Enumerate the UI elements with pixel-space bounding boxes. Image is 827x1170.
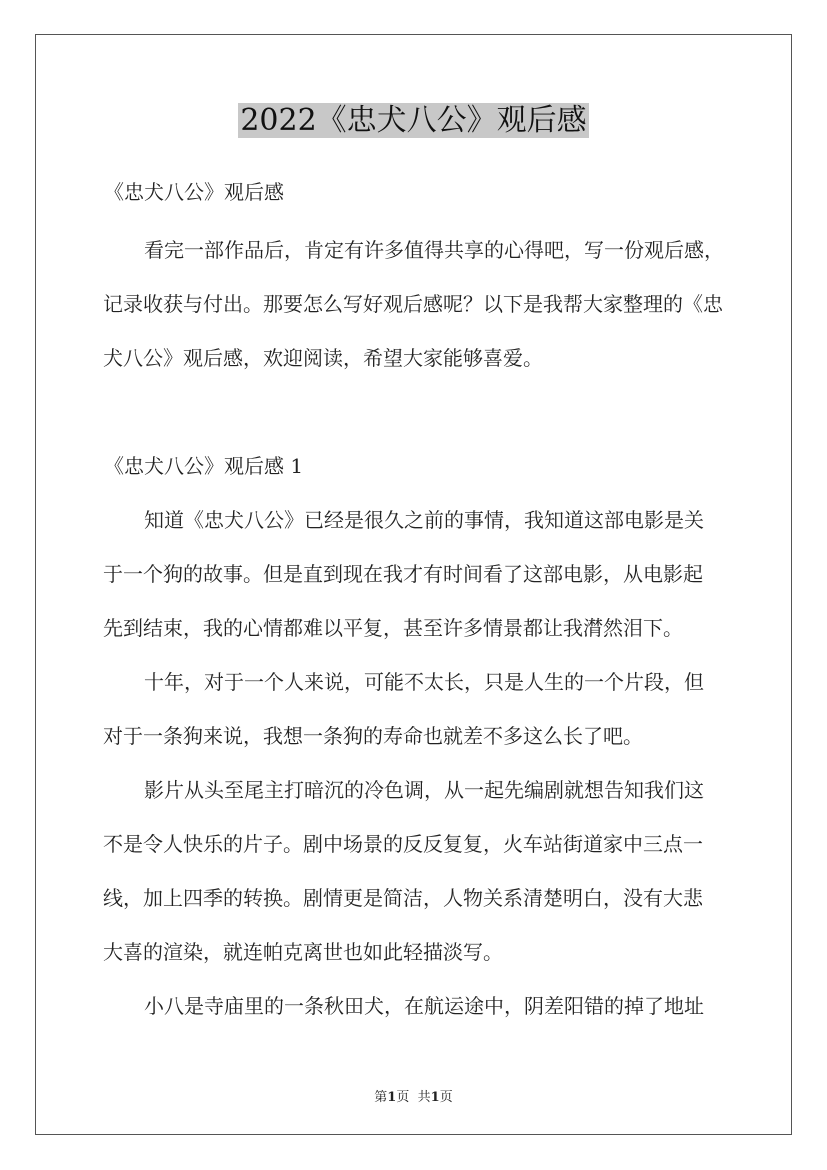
section-heading: 《忠犬八公》观后感 1: [104, 454, 304, 478]
document-title: 2022《忠犬八公》观后感: [240, 103, 587, 138]
footer-page-current: 1: [387, 1090, 397, 1105]
body-line-4: 十年，对于一个人来说，可能不太长，只是人生的一个片段，但: [144, 670, 704, 694]
body-line-9: 大喜的渲染，就连帕克离世也如此轻描淡写。: [103, 940, 503, 964]
footer-total-label: 页: [439, 1090, 453, 1105]
intro-line-2: 记录收获与付出。那要怎么写好观后感呢？以下是我帮大家整理的《忠: [103, 292, 723, 316]
body-line-2: 于一个狗的故事。但是直到现在我才有时间看了这部电影，从电影起: [103, 562, 703, 586]
document-title-wrap: [0, 100, 827, 142]
body-line-1: 知道《忠犬八公》已经是很久之前的事情，我知道这部电影是关: [144, 508, 704, 532]
body-line-7: 不是令人快乐的片子。剧中场景的反反复复，火车站街道家中三点一: [103, 832, 703, 856]
footer-page-label: 页: [396, 1090, 410, 1105]
intro-line-1: 看完一部作品后，肯定有许多值得共享的心得吧，写一份观后感，: [144, 238, 724, 262]
document-subtitle: 《忠犬八公》观后感: [104, 180, 284, 204]
page-footer: [0, 1086, 827, 1105]
body-line-3: 先到结束，我的心情都难以平复，甚至许多情景都让我潸然泪下。: [103, 616, 683, 640]
footer-page-prefix: 第: [374, 1090, 388, 1105]
intro-line-3: 犬八公》观后感，欢迎阅读，希望大家能够喜爱。: [103, 346, 543, 370]
body-line-6: 影片从头至尾主打暗沉的冷色调，从一起先编剧就想告知我们这: [144, 778, 704, 802]
footer-page-total: 1: [430, 1090, 440, 1105]
footer-total-prefix: 共: [417, 1090, 431, 1105]
body-line-10: 小八是寺庙里的一条秋田犬，在航运途中，阴差阳错的掉了地址: [144, 994, 704, 1018]
body-line-5: 对于一条狗来说，我想一条狗的寿命也就差不多这么长了吧。: [103, 724, 643, 748]
body-line-8: 线，加上四季的转换。剧情更是简洁，人物关系清楚明白，没有大悲: [103, 886, 703, 910]
